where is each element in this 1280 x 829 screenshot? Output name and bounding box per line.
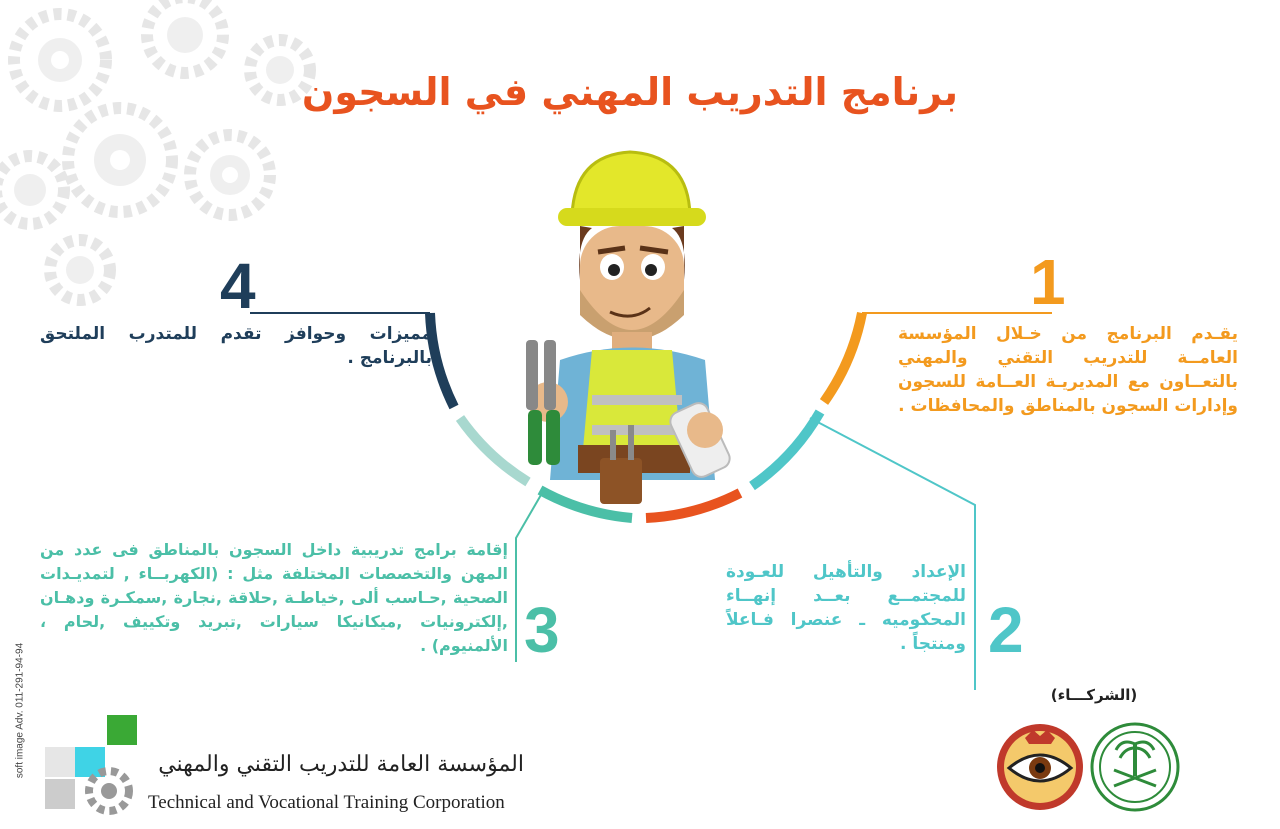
page-title: برنامج التدريب المهني في السجون: [301, 70, 959, 114]
item-4-number: 4: [220, 250, 256, 322]
ring-segment-teal: [752, 412, 820, 486]
item-1-number: 1: [1030, 246, 1066, 318]
partners-label: (الشركـــاء): [1050, 686, 1138, 704]
item-3-text: إقامة برامج تدريبية داخل السجون بالمناطق فى عدد من المهن والتخصصات المختلفة مثل : (الكهربــاء , لتمديـدات الصحية ,حـاسب ألى ,خياطـة ,حلاقة ,نجارة ,سمكـرة ودهـان ,إلكترونيات ,ميكانيكا سيارات ,تبريد وتكييف ,لحام ، الألمنيوم) .: [40, 540, 508, 655]
item-4-text: مميزات وحوافز تقدم للمتدرب الملتحق بالبرنامج .: [40, 324, 432, 368]
tvtc-logo-icon: [45, 715, 145, 815]
ring-segment-orange: [824, 313, 862, 402]
side-credit: soft image Adv. 011-291-94-94: [14, 642, 26, 779]
item-3-number: 3: [524, 594, 560, 666]
ring-segment-navy: [430, 313, 454, 407]
item-1-text: يقـدم البرنامج من خـلال المؤسسة العامــة للتدريب التقني والمهني بالتعــاون مع المديريـة العــامة للسجون وإدارات السجون بالمناطق والمحافظات .: [898, 324, 1238, 416]
org-name-arabic: المؤسسة العامة للتدريب التقني والمهني: [158, 752, 524, 777]
item-2-text: الإعداد والتأهيل للعـودة للمجتمــع بعــد إنهــاء المحكوميه ـ عنصرا فـاعلاً ومنتجاً .: [726, 562, 966, 654]
interior-ministry-seal: [1090, 722, 1180, 812]
prisons-directorate-seal: [995, 722, 1085, 812]
item-2-number: 2: [988, 594, 1024, 666]
org-name-english: Technical and Vocational Training Corporation: [148, 792, 505, 813]
worker-illustration: [500, 140, 750, 510]
